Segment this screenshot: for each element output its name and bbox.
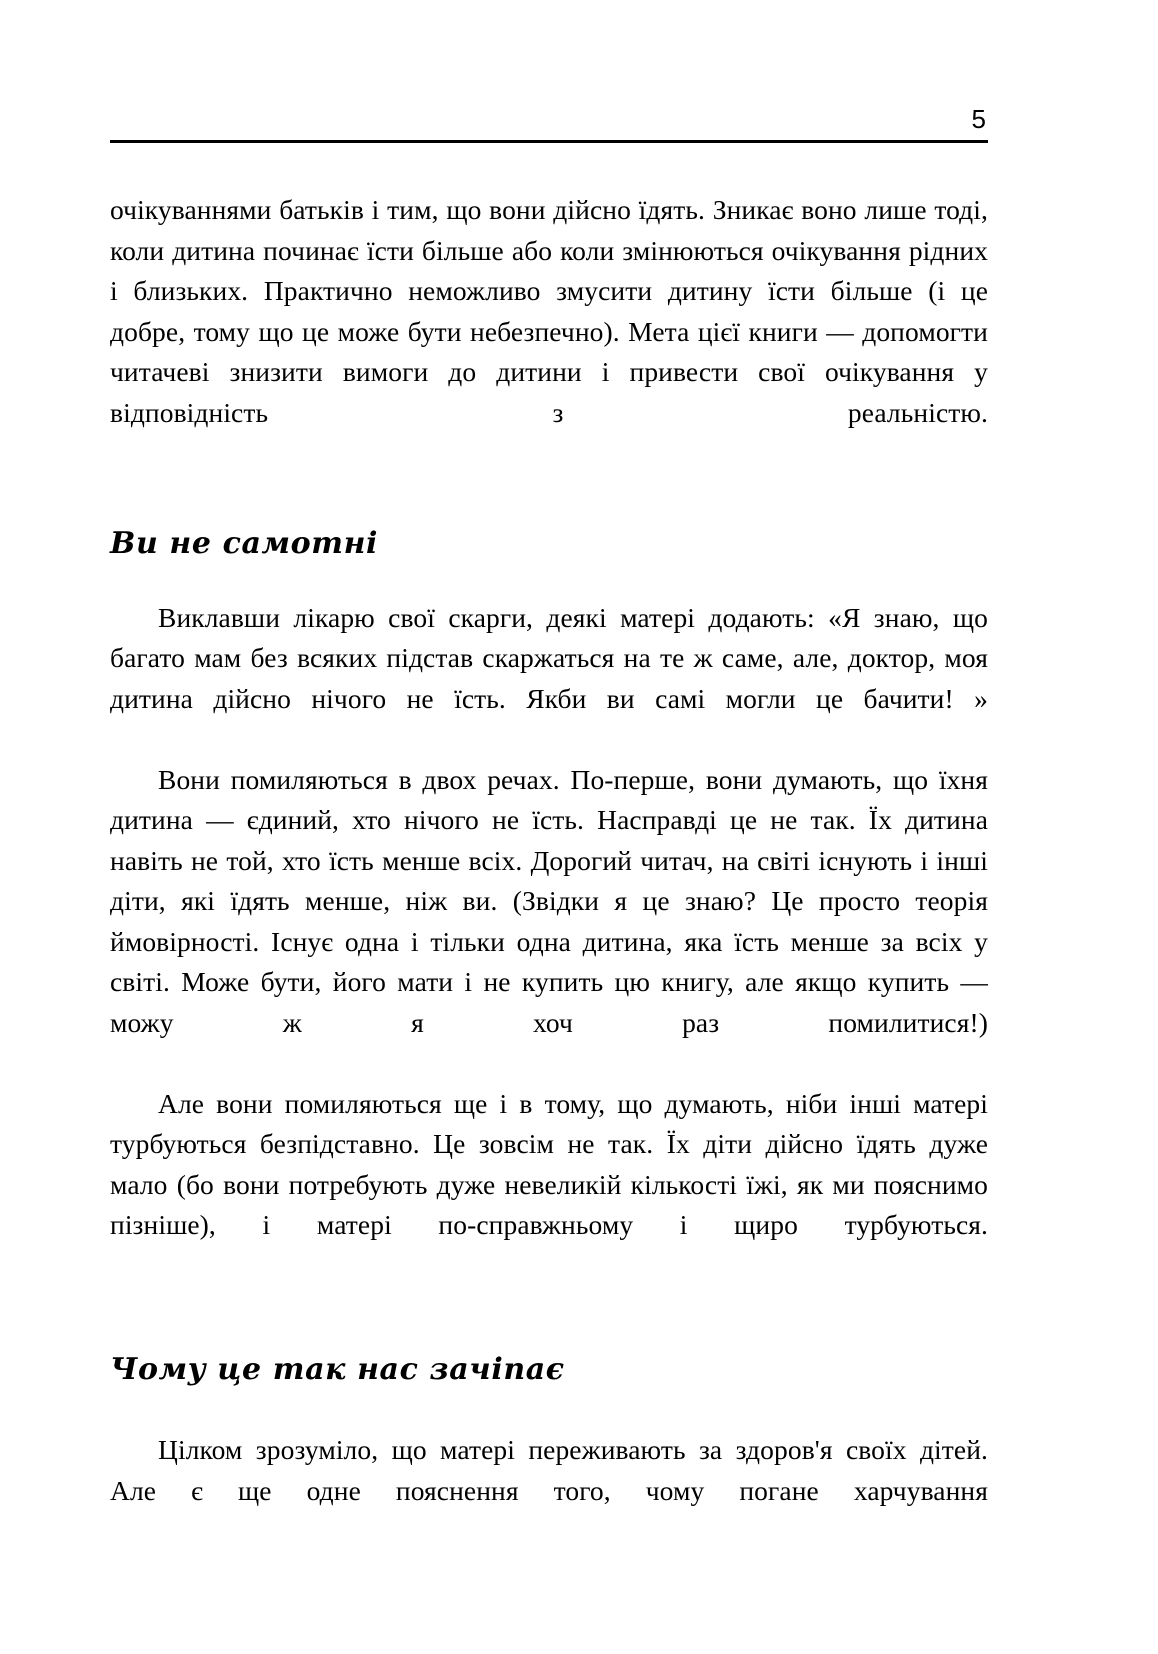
paragraph-doctor-quote: Виклавши лікарю свої скарги, деякі матері додають: «Я знаю, що багато мам без всяких підстав скаржаться на те ж саме, але, доктор, моя дитина дійсно нічого не їсть. Якби ви самі могли це бачити! » <box>110 601 988 714</box>
section-heading-why-it-affects-us: Чому це так нас зачіпає <box>110 1352 565 1387</box>
page-number: 5 <box>971 104 986 134</box>
spacer <box>110 1388 988 1430</box>
paragraph-continued: очікуваннями батьків і тим, що вони дійсно їдять. Зникає воно лише тоді, коли дитина починає їсти більше або коли змінюються очікування рідних і близьких. Практично неможливо змусити дитину їсти більше (і це добре, тому що це може бути небезпечно). Мета цієї книги — допомогти читачеві знизити вимоги до дитини і привести свої очікування у відповідність з реальністю. <box>110 194 988 428</box>
section-heading-you-are-not-alone: Ви не самотні <box>110 525 379 561</box>
paragraph-understandable: Цілком зрозуміло, що матері переживають за здоров'я своїх дітей. Але є ще одне пояснення того, чому погане харчування <box>110 1434 988 1506</box>
spacer <box>110 1286 988 1352</box>
paragraph-other-mothers: Але вони помиляються ще і в тому, що думають, ніби інші матері турбуються безпідставно. Це зовсім не так. Їх діти дійсно їдять дуже мало (бо вони потребують дуже невеликій кількості їжі, як ми пояснимо пізніше), і матері по-справжньому і щиро турбуються. <box>110 1087 988 1240</box>
page-header <box>110 104 988 151</box>
header-rule <box>110 140 988 143</box>
paragraph-two-mistakes: Вони помиляються в двох речах. По-перше, вони думають, що їхня дитина — єдиний, хто нічого не їсть. Насправді це не так. Їх дитина навіть не той, хто їсть менше всіх. Дорогий читач, на світі існують і інші діти, які їдять менше, ніж ви. (Звідки я це знаю? Це просто теорія ймовірності. Існує одна і тільки одна дитина, яка їсть менше за всіх у світі. Може бути, його мати і не купить цю книгу, але якщо купить — можу ж я хоч раз помилитися!) <box>110 763 988 1038</box>
spacer <box>110 562 988 598</box>
page-body <box>110 190 988 1552</box>
spacer <box>110 474 988 526</box>
